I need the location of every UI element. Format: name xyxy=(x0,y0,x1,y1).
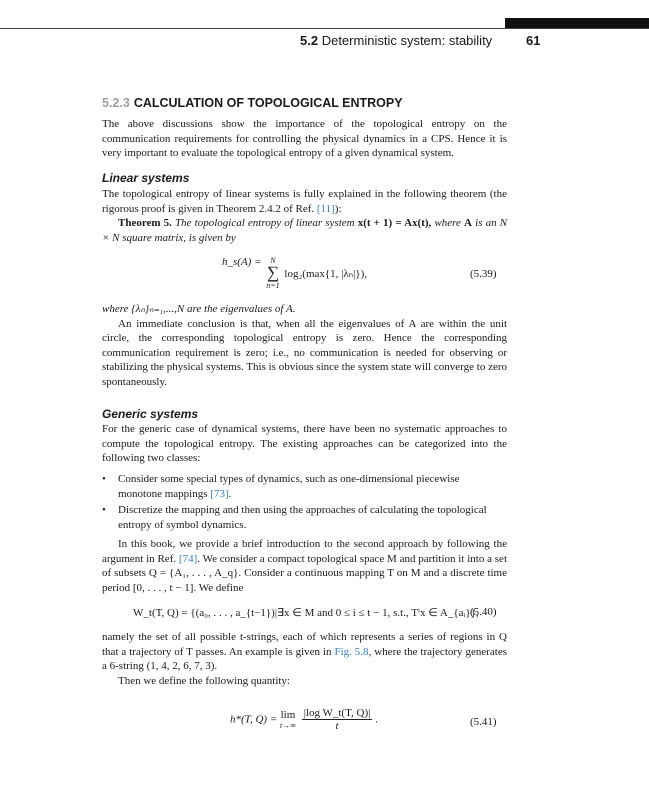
generic-systems-heading: Generic systems xyxy=(102,407,199,421)
list-item: • Consider some special types of dynamics, such as one-dimensional piecewise monotone mappings [73]. xyxy=(102,472,502,501)
list-item: • Discretize the mapping and then using the approaches of calculating the topological entropy of symbol dynamics. xyxy=(102,503,502,532)
generic-intro: For the generic case of dynamical systems, there have been no systematic approaches to compute the topological entropy. The existing approaches can be categorized into the following two classes: xyxy=(102,423,507,465)
header-section-number: 5.2 xyxy=(300,33,319,48)
equation-5-39: h_s(A) = N ∑ n=1 log₂(max{1, |λₙ|}), xyxy=(222,256,367,290)
generic-paragraph: In this book, we provide a brief introduction to the second approach by following the argument in Ref. [74]. We consider a compact topological space M and partition it into a set of subsets Q = {A₁, . . . , A_q}. Consider a continuous mapping T on M and a discrete time period [0, . . . , t − 1]. We define xyxy=(102,538,507,594)
equation-5-41: h*(T, Q) = lim t→∞ $\frac{\text{|log W\_t(T, Q)|}}{t}$ . xyxy=(230,707,378,732)
running-header xyxy=(300,33,550,48)
section-number: 5.2.3 xyxy=(102,96,130,110)
header-section-title: Deterministic system: stability xyxy=(321,33,493,48)
equation-number: (5.39) xyxy=(470,268,497,280)
section-heading xyxy=(102,96,403,110)
section-title: CALCULATION OF TOPOLOGICAL ENTROPY xyxy=(133,96,403,110)
linear-paragraph: The topological entropy of linear systems is fully explained in the following theorem (the rigorous proof is given in Theorem 2.4.2 of Ref. [11]): Theorem 5. The topological entropy of linear system x(t + 1) = Ax(t), where A is an N × N square matrix, is given by xyxy=(102,188,508,244)
citation-link[interactable]: [73] xyxy=(210,487,229,500)
theorem-label: Theorem 5. xyxy=(118,217,172,230)
equation-number: (5.40) xyxy=(470,606,497,618)
citation-link[interactable]: [11] xyxy=(316,202,335,215)
strings-paragraph: namely the set of all possible t-strings, each of which represents a series of regions in Q that a trajectory of T passes. An example is given in Fig. 5.8, where the trajectory generates a 6-string (1, 4, 2, 6, 7, 3). Then we define the following quantity: xyxy=(102,631,507,687)
intro-paragraph: The above discussions show the importance of the topological entropy on the communication requirements for controlling the physical dynamics in a CPS. Hence it is very important to evaluate the topological entropy of a given dynamical system. xyxy=(102,118,507,160)
citation-link[interactable]: [74] xyxy=(178,552,198,565)
linear-systems-heading: Linear systems xyxy=(102,171,190,185)
header-bar-decoration xyxy=(505,18,649,28)
header-rule xyxy=(0,28,649,29)
page-number: 61 xyxy=(526,33,541,48)
bullet-list xyxy=(102,472,502,534)
equation-number: (5.41) xyxy=(470,716,497,728)
linear-conclusion: where {λₙ}ₙ₌₁,...,N are the eigenvalues of A. An immediate conclusion is that, when all the eigenvalues of A are within the unit circle, the corresponding topological entropy is zero. Hence the corresponding communication requirement is zero; i.e., no communication is needed for observing or stabilizing the physical systems. This is obvious since the system state will converge to zero spontaneously. xyxy=(102,303,508,388)
theorem: Theorem 5. The topological entropy of linear system x(t + 1) = Ax(t), where A is an N × N square matrix, is given by xyxy=(102,217,508,244)
sum-symbol: ∑ xyxy=(266,263,280,282)
figure-link[interactable]: Fig. 5.8 xyxy=(334,645,369,658)
equation-5-40: W_t(T, Q) = {(a₀, . . . , a_{t−1})|∃x ∈ M and 0 ≤ i ≤ t − 1, s.t., Tⁱx ∈ A_{aᵢ}}, xyxy=(133,607,479,619)
